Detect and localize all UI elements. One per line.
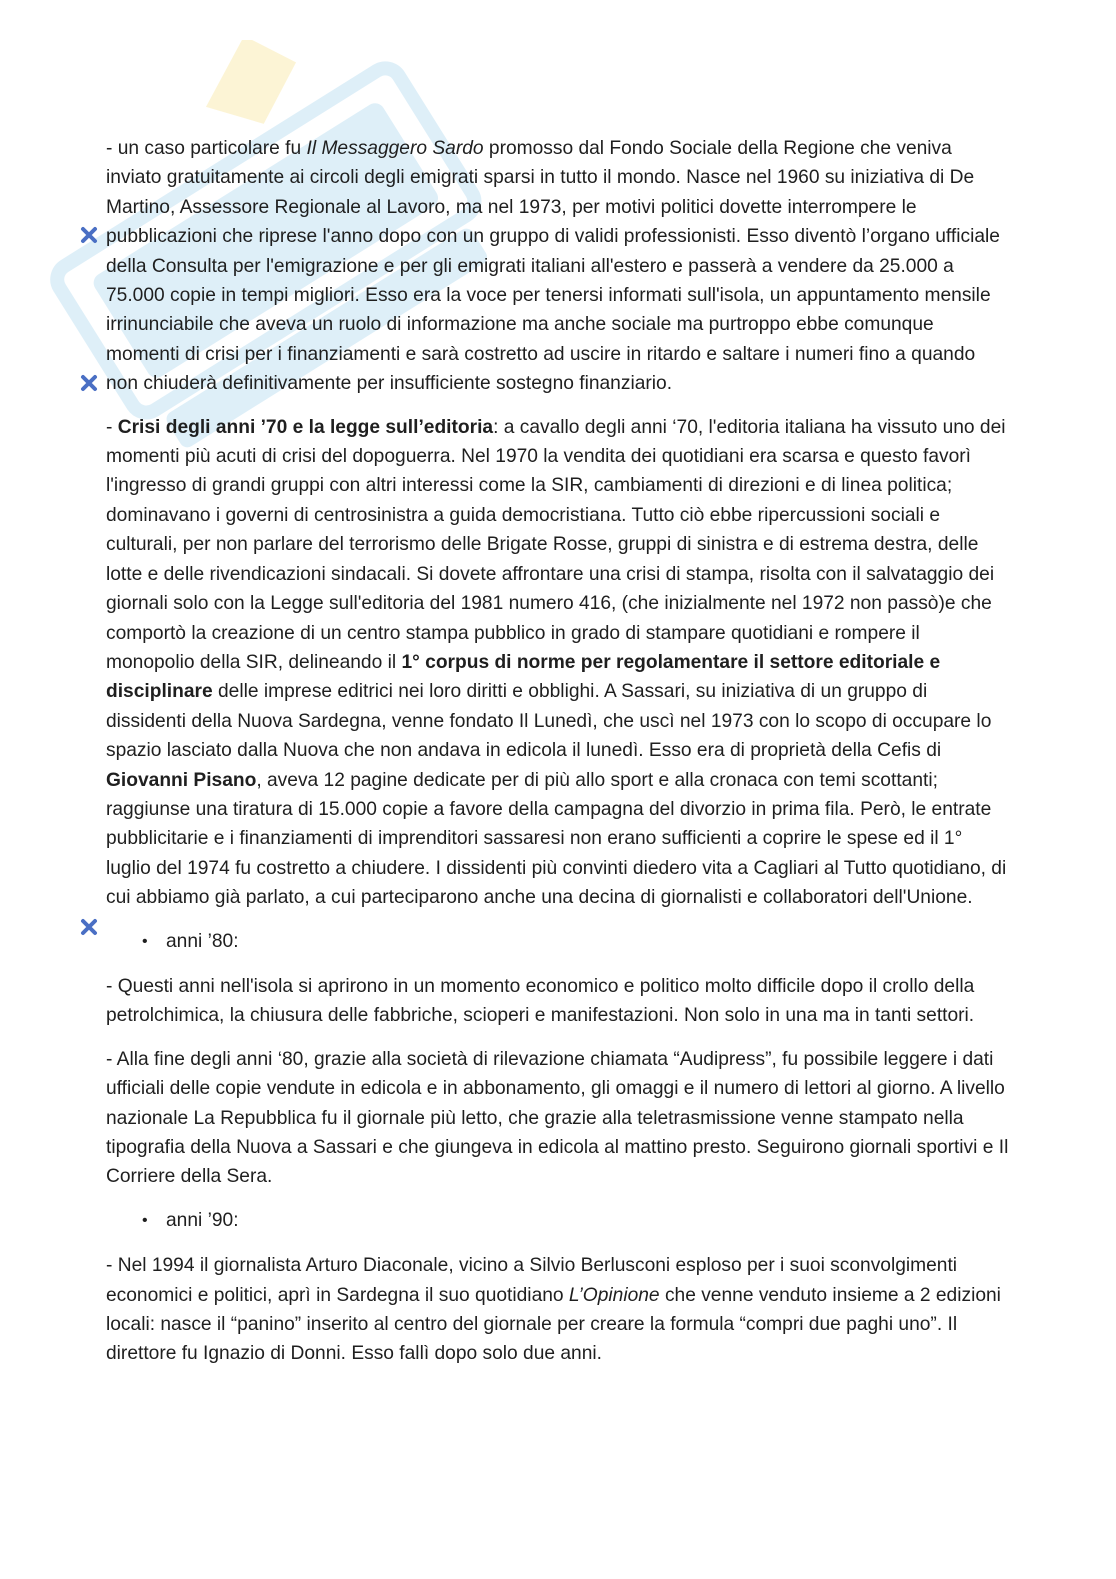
text-span: - Nel 1994 il giornalista Arturo Diaconale, vicino a Silvio Berlusconi esploso per i suoi sconvolgimenti economici e politici, aprì in Sardegna il suo quotidiano bbox=[106, 1255, 958, 1306]
bullet-item-anni-90 bbox=[142, 1206, 1012, 1235]
paragraph-crisi-anni-70 bbox=[106, 413, 1012, 913]
bullet-item-anni-80 bbox=[142, 927, 1012, 956]
section-heading: Crisi degli anni ’70 e la legge sull’editoria bbox=[117, 416, 494, 438]
bullet-icon: • bbox=[142, 932, 148, 950]
x-cross-icon bbox=[80, 226, 98, 244]
x-cross-icon bbox=[80, 918, 98, 936]
paragraph-anni-80-b: - Alla fine degli anni ‘80, grazie alla società di rilevazione chiamata “Audipress”, fu possibile leggere i dati ufficiali delle copie vendute in edicola e in abbonamento, gli omaggi e il numero di lettori al giorno. A livello nazionale La Repubblica fu il giornale più letto, che grazie alla teletrasmissione venne stampato nella tipografia della Nuova a Sassari e che giungeva in edicola al mattino presto. Seguirono giornali sportivi e Il Corriere della Sera. bbox=[106, 1048, 1009, 1188]
x-cross-icon bbox=[80, 374, 98, 392]
bullet-label: anni ’90: bbox=[166, 1209, 239, 1231]
paragraph-anni-80-a: - Questi anni nell'isola si aprirono in un momento economico e politico molto difficile dopo il crollo della petrolchimica, la chiusura delle fabbriche, scioperi e manifestazioni. Non solo in una ma in tanti settori. bbox=[106, 975, 975, 1027]
newspaper-title: Il Messaggero Sardo bbox=[306, 138, 484, 159]
bold-name: Giovanni Pisano bbox=[106, 769, 257, 791]
text-span: promosso dal Fondo Sociale della Regione che veniva inviato gratuitamente ai circoli degli emigrati sparsi in tutto il mondo. Nasce nel 1960 su iniziativa di De Martino, Assessore Regionale al Lavoro, ma nel 1973, per motivi politici dovette interrompere le pubblicazioni che riprese l'anno dopo con un gruppo di validi professionisti. Esso diventò l’organo ufficiale della Consulta per l'emigrazione e per gli emigrati italiani all'estero e passerà a vendere da 25.000 a 75.000 copie in tempi migliori. Esso era la voce per tenersi informati sull'isola, un appuntamento mensile irrinunciabile che aveva un ruolo di informazione ma anche sociale ma purtroppo ebbe comunque momenti di crisi per i finanziamenti e sarà costretto ad uscire in ritardo e saltare i numeri fino a quando non chiuderà definitivamente per insufficiente sostegno finanziario. bbox=[106, 138, 1000, 395]
text-span: , aveva 12 pagine dedicate per di più allo sport e alla cronaca con temi scottanti; raggiunse una tiratura di 15.000 copie a favore della campagna del divorzio in prima fila. Però, le entrate pubblicitarie e i finanziamenti di imprenditori sassaresi non erano sufficienti a coprire le spese ed il 1° luglio del 1974 fu costretto a chiudere. I dissidenti più convinti diedero vita a Cagliari al Tutto quotidiano, di cui abbiamo già parlato, a cui parteciparono anche una decina di giornalisti e collaboratori dell'Unione. bbox=[106, 769, 1007, 909]
text-span: : a cavallo degli anni ‘70, l'editoria italiana ha vissuto uno dei momenti più acuti di crisi del dopoguerra. Nel 1970 la vendita dei quotidiani era scarsa e questo favorì l'ingresso di grandi gruppi con altri interessi come la SIR, cambiamenti di direzioni e di linea politica; dominavano i governi di centrosinistra a guida democristiana. Tutto ciò ebbe ripercussioni sociali e culturali, per non parlare del terrorismo delle Brigate Rosse, gruppi di sinistra e di estrema destra, delle lotte e delle rivendicazioni sindacali. Si dovete affrontare una crisi di stampa, risolta con il salvataggio dei giornali solo con la Legge sull'editoria del 1981 numero 416, (che inizialmente nel 1972 non passò)e che comportò la creazione di un centro stampa pubblico in grado di stampare quotidiani e rompere il monopolio della SIR, delineando il bbox=[106, 416, 1006, 673]
text-span: - un caso particolare fu bbox=[106, 138, 307, 159]
newspaper-title: L’Opinione bbox=[568, 1284, 660, 1306]
paragraph-anni-90 bbox=[106, 1251, 1012, 1369]
document-body bbox=[106, 134, 1012, 1383]
paragraph-messaggero-sardo bbox=[106, 134, 1012, 399]
bullet-icon: • bbox=[142, 1211, 148, 1229]
bold-phrase: 1° corpus di norme per regolamentare il settore editoriale e disciplinare bbox=[106, 651, 941, 703]
text-span: - bbox=[106, 416, 118, 438]
bullet-label: anni ’80: bbox=[166, 930, 239, 952]
text-span: delle imprese editrici nei loro diritti e obblighi. A Sassari, su iniziativa di un gruppo di dissidenti della Nuova Sardegna, venne fondato Il Lunedì, che uscì nel 1973 con lo scopo di occupare lo spazio lasciato dalla Nuova che non andava in edicola il lunedì. Esso era di proprietà della Cefis di bbox=[106, 681, 992, 762]
text-span: che venne venduto insieme a 2 edizioni locali: nasce il “panino” inserito al centro del giornale per creare la formula “compri due paghi uno”. Il direttore fu Ignazio di Donni. Esso fallì dopo solo due anni. bbox=[106, 1284, 1001, 1365]
